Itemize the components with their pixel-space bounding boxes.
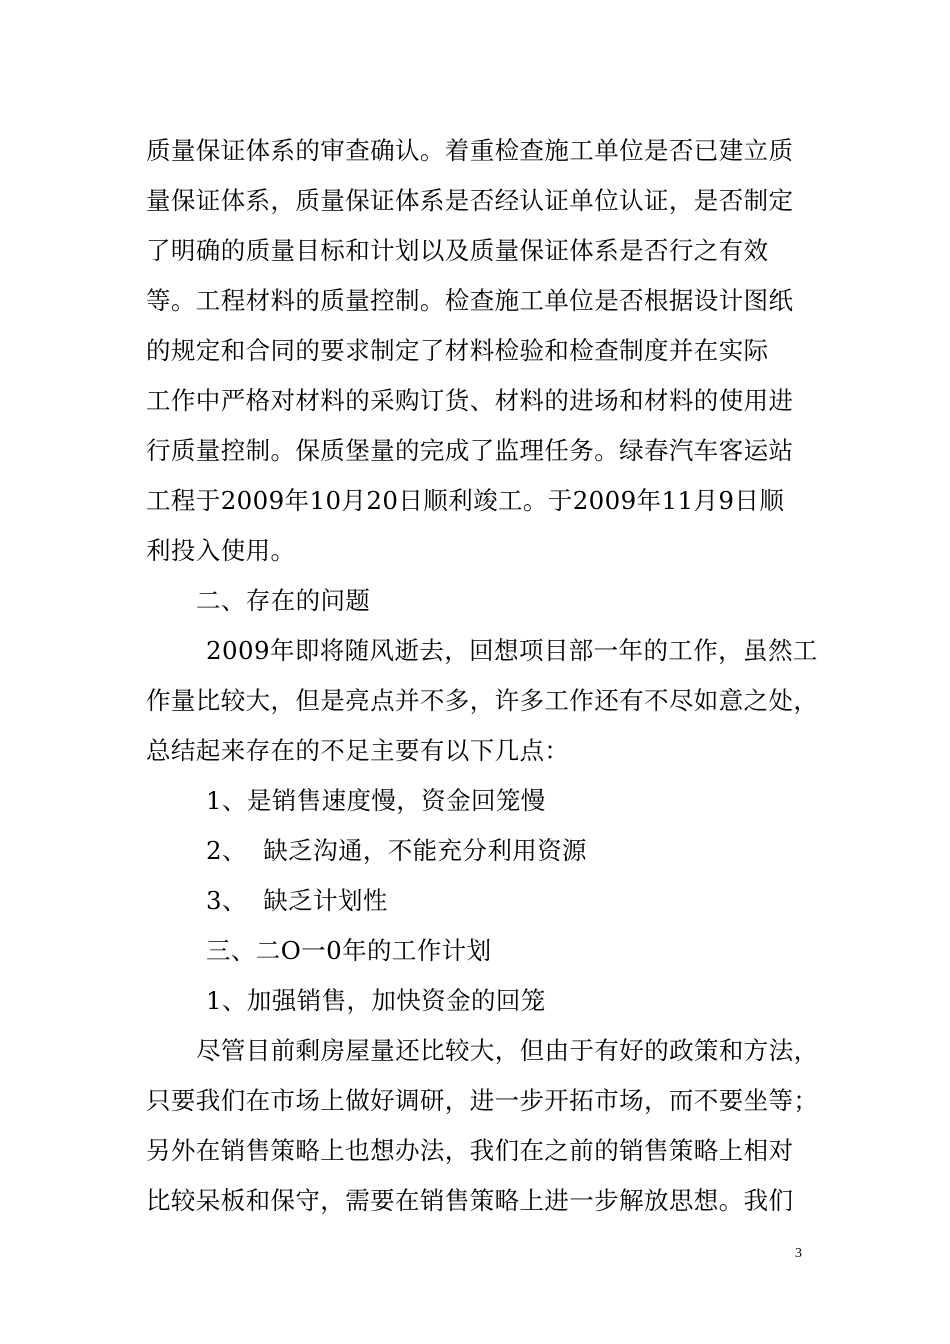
body-text xyxy=(146,126,819,1226)
page-number: 3 xyxy=(795,1246,802,1261)
text-line: 总结起来存在的不足主要有以下几点： xyxy=(146,736,570,765)
text-line: 等。工程材料的质量控制。检查施工单位是否根据设计图纸 xyxy=(146,286,794,315)
text-line: 利投入使用。 xyxy=(146,536,296,565)
text-line: 2009年即将随风逝去，回想项目部一年的工作，虽然工 xyxy=(206,636,818,665)
text-line: 量保证体系，质量保证体系是否经认证单位认证，是否制定 xyxy=(146,186,794,215)
list-item: 1、是销售速度慢，资金回笼慢 xyxy=(206,786,546,815)
text-line: 只要我们在市场上做好调研，进一步开拓市场，而不要坐等； xyxy=(146,1086,819,1115)
text-line: 尽管目前剩房屋量还比较大，但由于有好的政策和方法， xyxy=(196,1036,819,1065)
text-line: 另外在销售策略上也想办法，我们在之前的销售策略上相对 xyxy=(146,1136,794,1165)
list-item: 2、 缺乏沟通，不能充分利用资源 xyxy=(206,836,587,865)
text-line: 比较呆板和保守，需要在销售策略上进一步解放思想。我们 xyxy=(146,1186,794,1215)
text-line: 质量保证体系的审查确认。着重检查施工单位是否已建立质 xyxy=(146,136,794,165)
text-line: 工程于2009年10月20日顺利竣工。于2009年11月9日顺 xyxy=(146,486,785,515)
subsection-heading: 1、加强销售，加快资金的回笼 xyxy=(206,986,546,1015)
section-heading-plan: 三、二O一0年的工作计划 xyxy=(206,936,492,965)
text-line: 作量比较大，但是亮点并不多，许多工作还有不尽如意之处， xyxy=(146,686,819,715)
list-item: 3、 缺乏计划性 xyxy=(206,886,388,915)
section-heading-problems: 二、存在的问题 xyxy=(196,586,371,615)
text-line: 工作中严格对材料的采购订货、材料的进场和材料的使用进 xyxy=(146,386,794,415)
text-line: 的规定和合同的要求制定了材料检验和检查制度并在实际 xyxy=(146,336,769,365)
text-line: 行质量控制。保质堡量的完成了监理任务。绿春汽车客运站 xyxy=(146,436,794,465)
text-line: 了明确的质量目标和计划以及质量保证体系是否行之有效 xyxy=(146,236,769,265)
